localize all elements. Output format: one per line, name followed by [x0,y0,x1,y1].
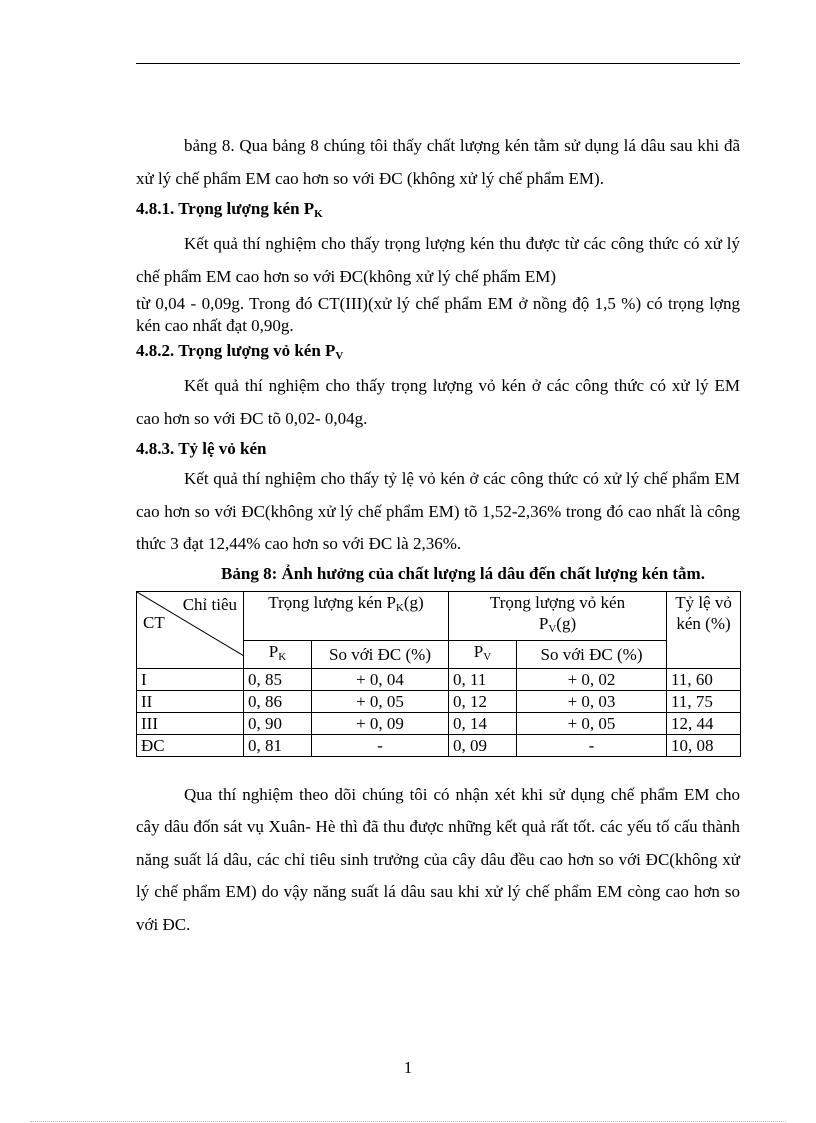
subheader-subscript: V [483,650,492,663]
heading-subscript: V [335,350,344,362]
table-header-row [137,591,741,640]
header-subscript: K [395,601,404,614]
pk-subheader [244,640,312,668]
heading-text: 4.8.1. Trọng lượng kén P [136,199,315,218]
cell-compare-pv: + 0, 02 [517,668,667,690]
subheader-subscript: K [278,650,287,663]
header-text: Trọng lượng kén P [268,592,396,612]
shell-ratio-header: Tỷ lệ vỏ kén (%) [667,591,741,668]
cocoon-weight-paragraph: Kết quả thí nghiệm cho thấy trọng lượng kén thu được từ các công thức có xử lý chế phẩm EM cao hơn so với ĐC(không xử lý chế phẩm EM) [136,234,740,286]
cell-pk: 0, 85 [244,668,312,690]
cocoon-weight-header [244,591,449,640]
compare-subheader-1: So với ĐC (%) [312,640,449,668]
page-edge [30,1121,786,1122]
cell-pv: 0, 11 [449,668,517,690]
cell-pv: 0, 12 [449,690,517,712]
cell-ratio: 11, 75 [667,690,741,712]
section-heading-cocoon-weight [136,195,740,228]
header-unit: (g) [556,613,577,633]
cell-ratio: 12, 44 [667,712,741,734]
heading-subscript: K [314,208,323,220]
cocoon-weight-paragraph-continued: từ 0,04 - 0,09g. Trong đó CT(III)(xử lý chế phẩm EM ở nồng độ 1,5 %) có trọng lợng kén cao nhất đạt 0,90g. [136,294,740,335]
row-label: II [137,690,244,712]
header-unit: (g) [403,592,424,612]
document-body [136,130,740,941]
criteria-label: Chỉ tiêu [182,594,237,614]
shell-weight-header [449,591,667,640]
cell-compare-pv: + 0, 05 [517,712,667,734]
cell-ratio: 11, 60 [667,668,741,690]
pv-subheader [449,640,517,668]
row-label: III [137,712,244,734]
row-label: ĐC [137,734,244,756]
cocoon-quality-table [136,591,741,757]
cell-pv: 0, 09 [449,734,517,756]
compare-subheader-2: So với ĐC (%) [517,640,667,668]
cell-compare-pk: - [312,734,449,756]
shell-ratio-paragraph: Kết quả thí nghiệm cho thấy tỷ lệ vỏ kén ở các công thức có xử lý chế phẩm EM cao hơn so với ĐC(không xử lý chế phẩm EM) tõ 1,52-2,36% trong đó cao nhất là công thức 3 đạt 12,44% cao hơn so với ĐC là 2,36%. [136,469,740,553]
table-row [137,690,741,712]
formula-label: CT [143,612,165,632]
header-text: Trọng lượng vỏ kén [489,592,626,612]
table-row [137,712,741,734]
subheader-text: P [268,641,279,661]
heading-text: 4.8.2. Trọng lượng vỏ kén P [136,341,336,360]
diagonal-header-cell [137,591,244,668]
cell-compare-pk: + 0, 05 [312,690,449,712]
shell-weight-paragraph: Kết quả thí nghiệm cho thấy trọng lượng vỏ kén ở các công thức có xử lý EM cao hơn so với ĐC tõ 0,02- 0,04g. [136,376,740,428]
table-row [137,734,741,756]
cell-compare-pk: + 0, 04 [312,668,449,690]
table-row [137,668,741,690]
cell-pk: 0, 81 [244,734,312,756]
closing-paragraph: Qua thí nghiệm theo dõi chúng tôi có nhận xét khi sử dụng chế phẩm EM cho cây dâu đốn sát vụ Xuân- Hè thì đã thu được những kết quả rất tốt. các yếu tố cấu thành năng suất lá dâu, các chỉ tiêu sinh trưởng của cây dâu đều cao hơn so với ĐC(không xử lý chế phẩm EM) do vậy năng suất lá dâu sau khi xử lý chế phẩm EM còng cao hơn so với ĐC. [136,784,740,934]
table-caption: Bảng 8: Ảnh hưởng của chất lượng lá dâu đến chất lượng kén tằm. [221,563,705,583]
cell-ratio: 10, 08 [667,734,741,756]
cell-compare-pv: - [517,734,667,756]
header-rule [136,63,740,64]
row-label: I [137,668,244,690]
intro-paragraph: bảng 8. Qua bảng 8 chúng tôi thấy chất lượng kén tằm sử dụng lá dâu sau khi đã xử lý chế phẩm EM cao hơn so với ĐC (không xử lý chế phẩm EM). [136,136,740,188]
cell-pk: 0, 90 [244,712,312,734]
section-heading-shell-weight [136,337,740,370]
section-heading-shell-ratio: 4.8.3. Tỷ lệ vỏ kén [136,439,267,458]
page-number: 1 [403,1058,413,1077]
subheader-text: P [473,641,484,661]
header-text-line2: P [538,613,549,633]
cell-compare-pv: + 0, 03 [517,690,667,712]
cell-pv: 0, 14 [449,712,517,734]
cell-compare-pk: + 0, 09 [312,712,449,734]
cell-pk: 0, 86 [244,690,312,712]
header-subscript: V [548,622,557,635]
